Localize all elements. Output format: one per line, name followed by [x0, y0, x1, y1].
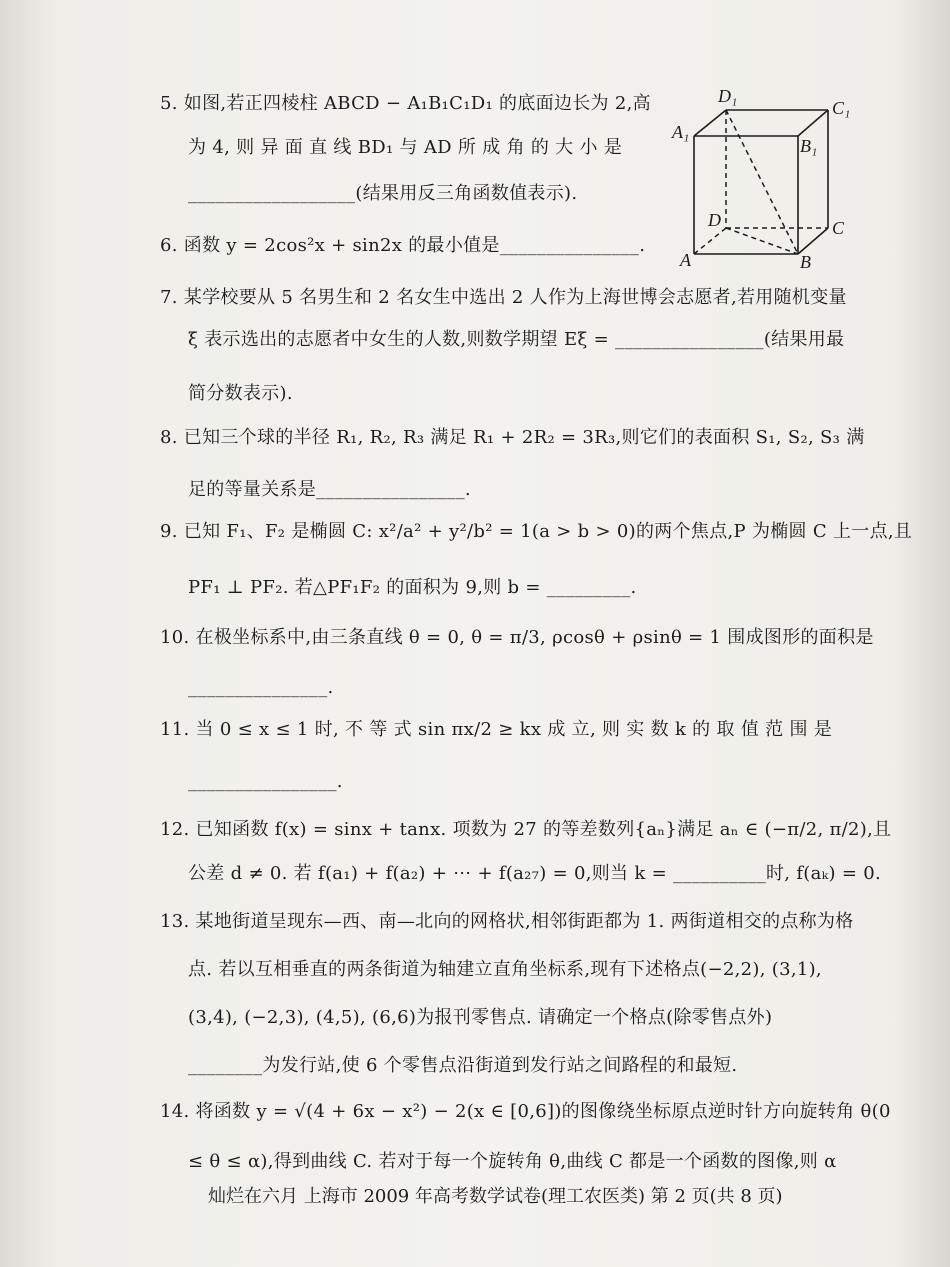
- problem-5-line-3: __________________(结果用反三角函数值表示).: [188, 183, 578, 204]
- problem-9-line-1: 9. 已知 F₁、F₂ 是椭圆 C: x²/a² + y²/b² = 1(a > b > 0)的两个焦点,P 为椭圆 C 上一点,且: [160, 521, 913, 542]
- problem-12-line-2: 公差 d ≠ 0. 若 f(a₁) + f(a₂) + ⋯ + f(a₂₇) = 0,则当 k = __________时, f(aₖ) = 0.: [188, 863, 882, 884]
- problem-12-line-1: 12. 已知函数 f(x) = sinx + tanx. 项数为 27 的等差数列{aₙ}满足 aₙ ∈ (−π/2, π/2),且: [160, 819, 892, 840]
- problem-14-line-2: ≤ θ ≤ α),得到曲线 C. 若对于每一个旋转角 θ,曲线 C 都是一个函数的图像,则 α: [188, 1151, 837, 1172]
- problem-13-line-2: 点. 若以互相垂直的两条街道为轴建立直角坐标系,现有下述格点(−2,2), (3,1),: [188, 959, 822, 980]
- edge-a-d-hidden: [694, 228, 726, 254]
- problem-13-line-4: ________为发行站,使 6 个零售点沿街道到发行站之间路程的和最短.: [188, 1055, 738, 1076]
- edge-b-c: [798, 228, 828, 254]
- problem-6-line-1: 6. 函数 y = 2cos²x + sin2x 的最小值是_______________.: [160, 235, 646, 256]
- problem-11-line-1: 11. 当 0 ≤ x ≤ 1 时, 不 等 式 sin πx/2 ≥ kx 成 立, 则 实 数 k 的 取 值 范 围 是: [160, 719, 833, 740]
- edge-a1-d1: [694, 110, 726, 136]
- prism-figure: [668, 82, 868, 272]
- problem-5-line-1: 5. 如图,若正四棱柱 ABCD − A₁B₁C₁D₁ 的底面边长为 2,高: [160, 93, 651, 114]
- label-a: A: [680, 250, 691, 270]
- problem-14-line-1: 14. 将函数 y = √(4 + 6x − x²) − 2(x ∈ [0,6])的图像绕坐标原点逆时针方向旋转角 θ(0: [160, 1101, 891, 1122]
- problem-10-line-1: 10. 在极坐标系中,由三条直线 θ = 0, θ = π/3, ρcosθ + ρsinθ = 1 围成图形的面积是: [160, 627, 874, 648]
- problem-5-line-2: 为 4, 则 异 面 直 线 BD₁ 与 AD 所 成 角 的 大 小 是: [188, 137, 623, 158]
- problem-13-line-3: (3,4), (−2,3), (4,5), (6,6)为报刊零售点. 请确定一个格点(除零售点外): [188, 1007, 773, 1028]
- problem-11-line-2: ________________.: [188, 771, 343, 792]
- label-a1: A₁: [672, 122, 690, 142]
- label-b1: B₁: [800, 136, 818, 156]
- problem-8-line-2: 足的等量关系是________________.: [188, 479, 471, 500]
- problem-7-line-3: 简分数表示).: [188, 383, 293, 404]
- label-c: C: [832, 218, 845, 238]
- problem-7-line-2: ξ 表示选出的志愿者中女生的人数,则数学期望 Eξ = ________________(结果用最: [188, 329, 845, 350]
- problem-9-line-2: PF₁ ⊥ PF₂. 若△PF₁F₂ 的面积为 9,则 b = _________.: [188, 577, 637, 598]
- problem-13-line-1: 13. 某地街道呈现东—西、南—北向的网格状,相邻街距都为 1. 两街道相交的点称为格: [160, 911, 854, 932]
- page-footer: 灿烂在六月 上海市 2009 年高考数学试卷(理工农医类) 第 2 页(共 8 页): [208, 1186, 783, 1207]
- problem-8-line-1: 8. 已知三个球的半径 R₁, R₂, R₃ 满足 R₁ + 2R₂ = 3R₃,则它们的表面积 S₁, S₂, S₃ 满: [160, 427, 865, 448]
- label-d: D: [708, 210, 721, 230]
- problem-10-line-2: _______________.: [188, 677, 334, 698]
- label-b: B: [800, 252, 811, 272]
- label-c1: C₁: [832, 98, 851, 118]
- label-d1: D₁: [718, 86, 738, 106]
- edge-b1-c1: [798, 110, 828, 136]
- problem-7-line-1: 7. 某学校要从 5 名男生和 2 名女生中选出 2 人作为上海世博会志愿者,若用随机变量: [160, 287, 847, 308]
